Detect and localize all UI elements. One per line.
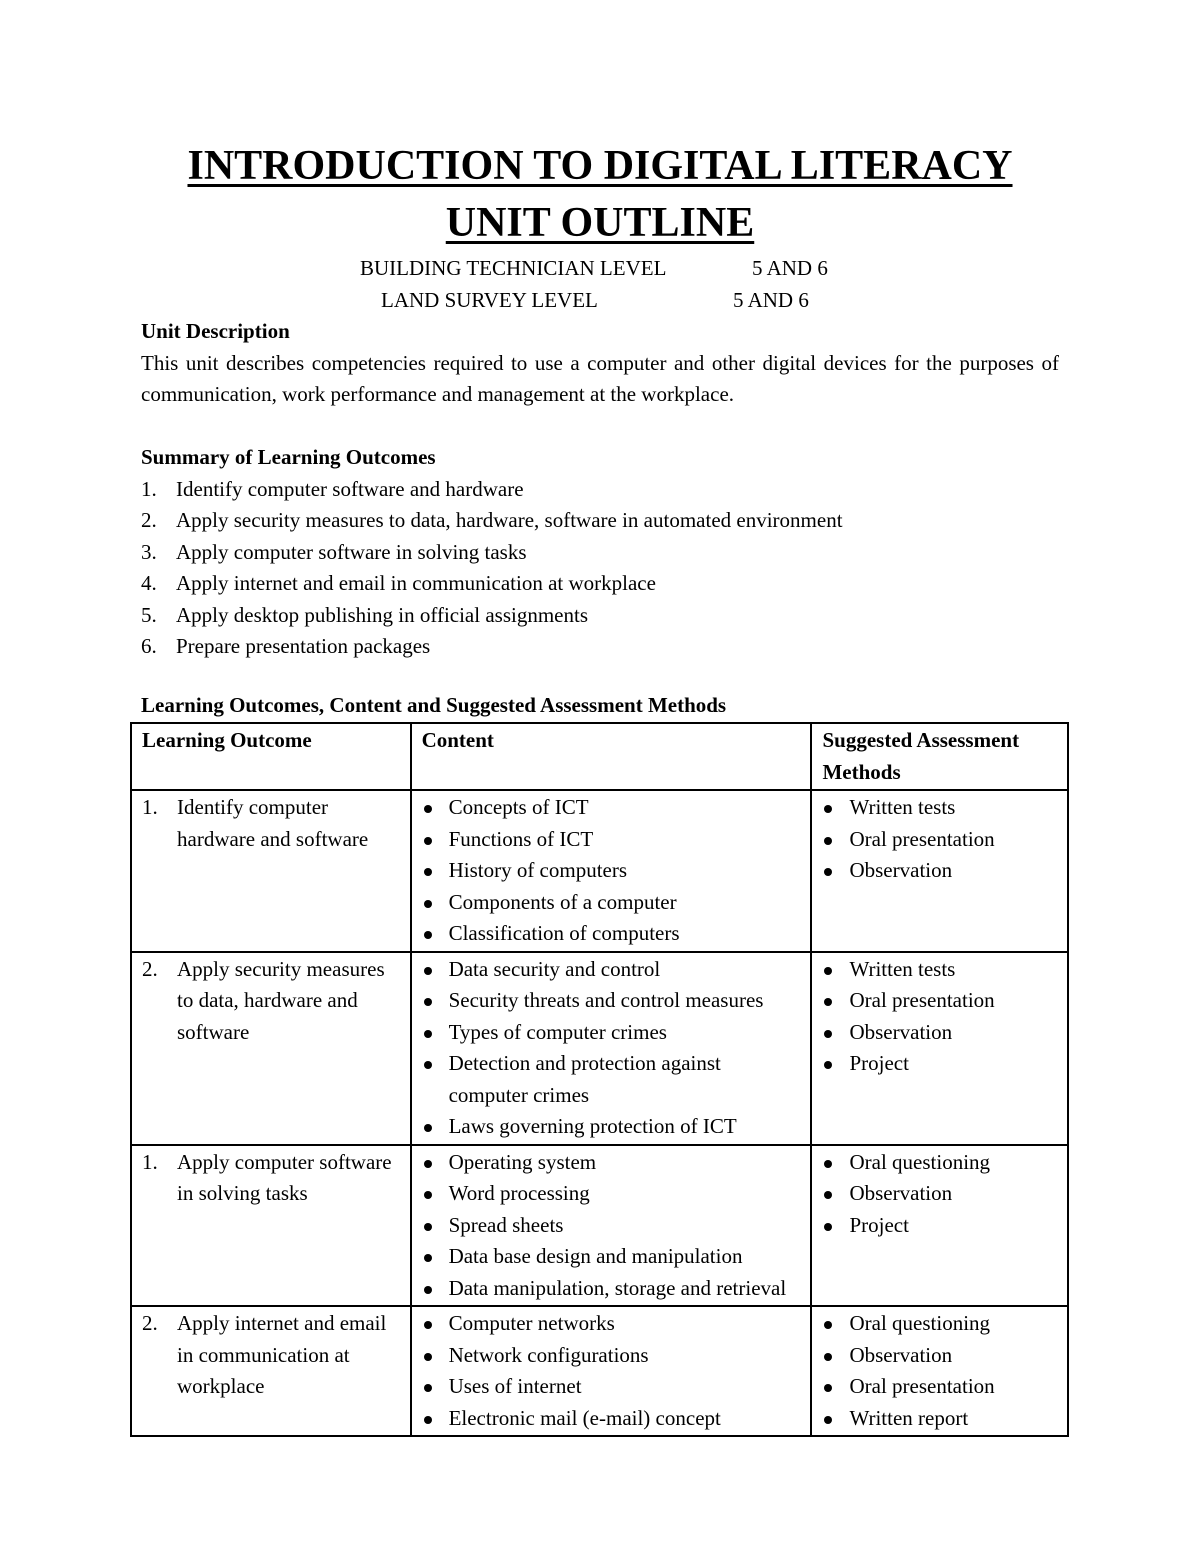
summary-item: [141, 568, 1059, 600]
program-levels: 5 AND 6: [733, 288, 809, 312]
program-levels: 5 AND 6: [752, 256, 828, 280]
table-body: [131, 790, 1068, 1436]
summary-item-text: Apply security measures to data, hardware, software in automated environment: [176, 508, 843, 532]
outcome-entry: [142, 954, 400, 1049]
content-item: Components of a computer: [422, 887, 801, 919]
content-item: Network configurations: [422, 1340, 801, 1372]
assessment-item: Project: [822, 1210, 1057, 1242]
content-item: Concepts of ICT: [422, 792, 801, 824]
assessment-list: [822, 1147, 1057, 1242]
summary-item-number: 5.: [141, 602, 157, 627]
content-item: Security threats and control measures: [422, 985, 801, 1017]
assessment-item: Oral presentation: [822, 1371, 1057, 1403]
content-list: [422, 1308, 801, 1434]
assessment-item: Observation: [822, 1178, 1057, 1210]
assessment-cell: [811, 790, 1068, 952]
outcome-entry: [142, 1147, 400, 1210]
summary-item-text: Apply internet and email in communication at workplace: [176, 571, 656, 595]
summary-item: [141, 631, 1059, 663]
column-header: Suggested Assessment Methods: [811, 723, 1068, 790]
summary-item: [141, 505, 1059, 537]
column-header: Learning Outcome: [131, 723, 411, 790]
assessment-cell: [811, 1145, 1068, 1307]
assessment-item: Observation: [822, 855, 1057, 887]
unit-description-text: This unit describes competencies required to use a computer and other digital devices for the purposes of communication, work performance and management at the workplace.: [141, 350, 1059, 406]
content-item: Types of computer crimes: [422, 1017, 801, 1049]
assessment-item: Oral presentation: [822, 985, 1057, 1017]
outcome-number: 2.: [142, 1311, 158, 1335]
program-name: BUILDING TECHNICIAN LEVEL: [360, 256, 667, 280]
content-item: Computer networks: [422, 1308, 801, 1340]
assessment-item: Written tests: [822, 954, 1057, 986]
program-name: LAND SURVEY LEVEL: [381, 288, 598, 312]
outcome-text: Apply internet and email in communication at workplace: [177, 1311, 387, 1398]
assessment-item: Observation: [822, 1340, 1057, 1372]
assessment-item: Written tests: [822, 792, 1057, 824]
summary-item-number: 6.: [141, 634, 157, 658]
table-header-row: [131, 723, 1068, 790]
table-row: [131, 952, 1068, 1145]
assessment-item: Observation: [822, 1017, 1057, 1049]
assessment-cell: [811, 952, 1068, 1145]
outcome-text: Apply security measures to data, hardware and software: [177, 956, 385, 1044]
summary-item-text: Prepare presentation packages: [176, 634, 431, 658]
content-item: Classification of computers: [422, 918, 801, 950]
content-cell: [411, 952, 812, 1145]
outcome-number: 1.: [142, 1149, 158, 1174]
outcome-number: 1.: [142, 795, 158, 819]
summary-item: [141, 537, 1059, 569]
unit-description-section: [141, 316, 1059, 411]
summary-item-number: 1.: [141, 476, 157, 501]
content-item: Functions of ICT: [422, 824, 801, 856]
assessment-item: Written report: [822, 1403, 1057, 1435]
assessment-list: [822, 954, 1057, 1080]
column-header: Content: [411, 723, 812, 790]
outcome-cell: [131, 1145, 411, 1307]
content-item: Detection and protection against computer crimes: [422, 1048, 801, 1111]
table-row: [131, 1145, 1068, 1307]
outcome-cell: [131, 952, 411, 1145]
assessment-item: Oral questioning: [822, 1147, 1057, 1179]
assessment-list: [822, 792, 1057, 887]
content-item: Data base design and manipulation: [422, 1241, 801, 1273]
outcome-entry: [142, 792, 400, 855]
learning-outcomes-table: [130, 722, 1069, 1437]
outcome-cell: [131, 1306, 411, 1436]
summary-list: [141, 474, 1059, 663]
summary-item-number: 2.: [141, 508, 157, 532]
table-row: [131, 1306, 1068, 1436]
content-item: Electronic mail (e-mail) concept: [422, 1403, 801, 1435]
assessment-cell: [811, 1306, 1068, 1436]
assessment-item: Oral questioning: [822, 1308, 1057, 1340]
document-title: INTRODUCTION TO DIGITAL LITERACY: [187, 143, 1013, 189]
outcome-entry: [142, 1308, 400, 1403]
summary-section: [141, 442, 1059, 663]
content-item: Spread sheets: [422, 1210, 801, 1242]
summary-item-text: Apply computer software in solving tasks: [176, 539, 527, 564]
content-item: Uses of internet: [422, 1371, 801, 1403]
outcome-number: 2.: [142, 956, 158, 981]
table-caption: Learning Outcomes, Content and Suggested Assessment Methods: [141, 693, 727, 717]
content-item: Data manipulation, storage and retrieval: [422, 1273, 801, 1305]
content-cell: [411, 1306, 812, 1436]
summary-item-text: Apply desktop publishing in official assignments: [176, 602, 589, 627]
outcome-text: Identify computer hardware and software: [177, 795, 369, 851]
outcome-text: Apply computer software in solving tasks: [177, 1149, 392, 1205]
content-item: History of computers: [422, 855, 801, 887]
assessment-item: Project: [822, 1048, 1057, 1080]
content-list: [422, 1147, 801, 1305]
assessment-list: [822, 1308, 1057, 1434]
summary-item-number: 4.: [141, 571, 157, 595]
summary-item: [141, 474, 1059, 506]
assessment-item: Oral presentation: [822, 824, 1057, 856]
summary-item-number: 3.: [141, 539, 157, 564]
table-row: [131, 790, 1068, 952]
summary-heading: Summary of Learning Outcomes: [141, 445, 436, 469]
summary-item-text: Identify computer software and hardware: [176, 476, 524, 501]
unit-description-heading: Unit Description: [141, 319, 290, 343]
summary-item: [141, 600, 1059, 632]
content-item: Laws governing protection of ICT: [422, 1111, 801, 1143]
content-item: Data security and control: [422, 954, 801, 986]
content-cell: [411, 790, 812, 952]
content-list: [422, 954, 801, 1143]
content-item: Operating system: [422, 1147, 801, 1179]
document-subtitle: UNIT OUTLINE: [445, 200, 755, 246]
content-list: [422, 792, 801, 950]
outcome-cell: [131, 790, 411, 952]
content-cell: [411, 1145, 812, 1307]
content-item: Word processing: [422, 1178, 801, 1210]
